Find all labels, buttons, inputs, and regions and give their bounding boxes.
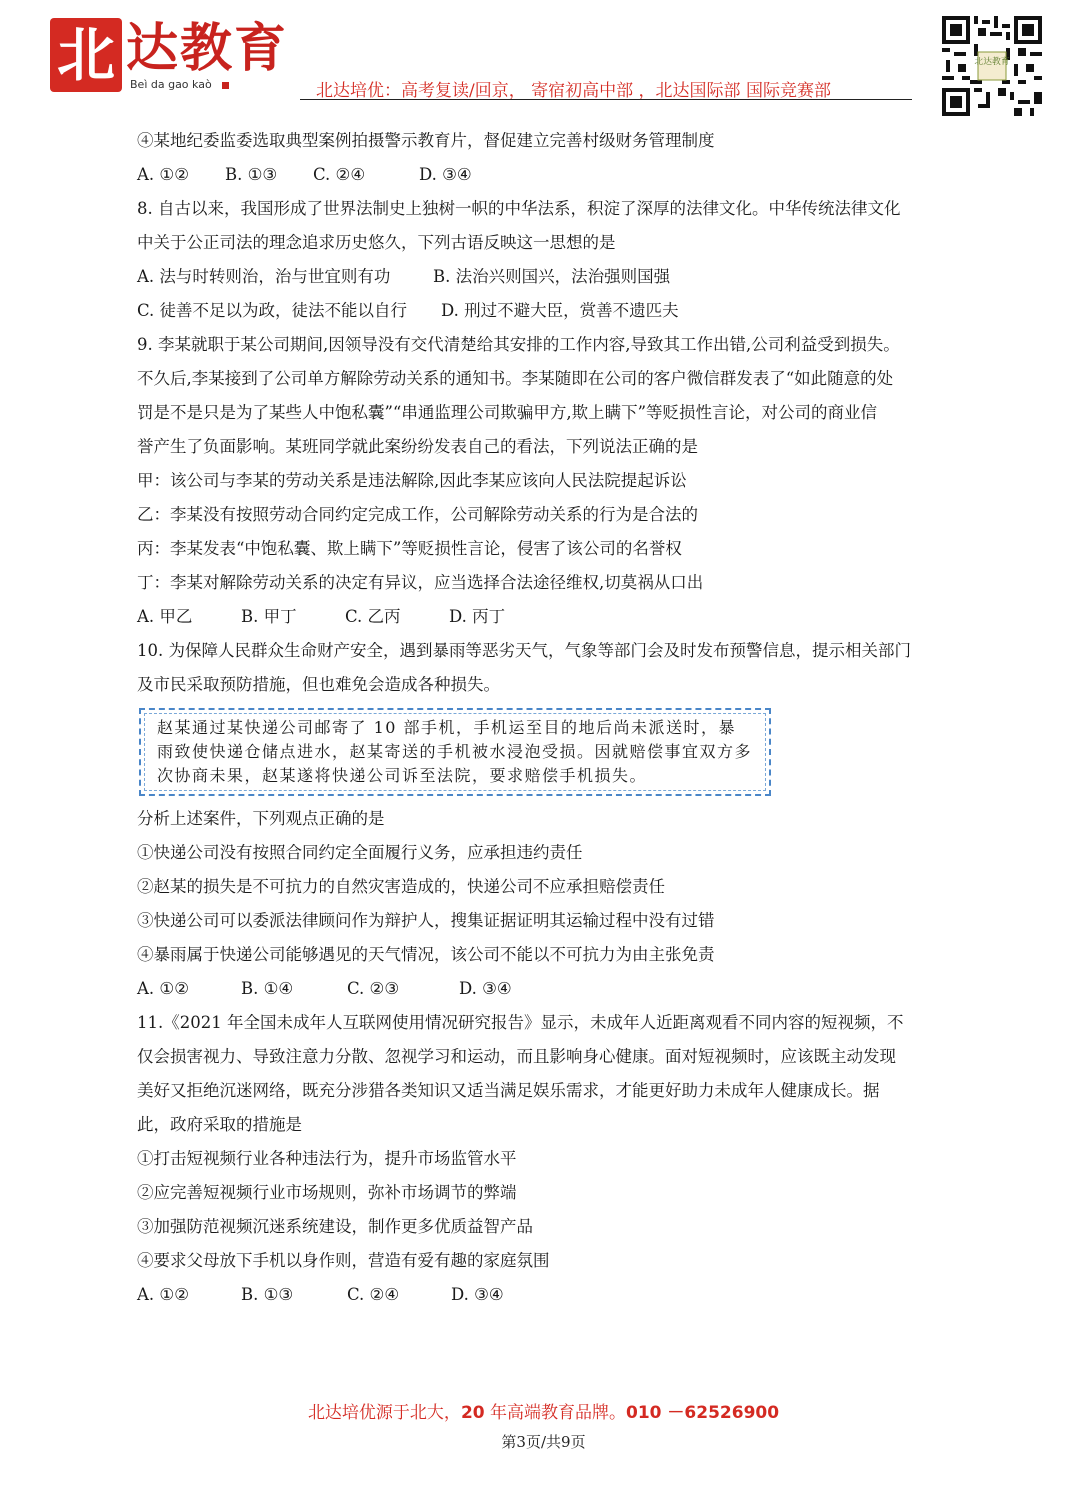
q11-statement-1: ①打击短视频行业各种违法行为，提升市场监管水平 [137, 1149, 517, 1168]
q7-statement-4: ④某地纪委监委选取典型案例拍摄警示教育片，督促建立完善村级财务管理制度 [137, 131, 715, 150]
q9-stem-line-1: 9. 李某就职于某公司期间,因领导没有交代清楚给其安排的工作内容,导致其工作出错,公司利益受到损失。 [137, 335, 900, 354]
option-d: D. ③④ [459, 979, 512, 998]
q11-stem-line-3: 美好又拒绝沉迷网络，既充分涉猎各类知识又适当满足娱乐需求，才能更好助力未成年人健康成长。据 [137, 1081, 880, 1100]
footer-slogan-part-1: 北达培优源于北大， [307, 1403, 461, 1423]
header-divider [300, 99, 912, 100]
q11-statement-2: ②应完善短视频行业市场规则，弥补市场调节的弊端 [137, 1183, 517, 1202]
logo-wordmark: 达教育 [126, 18, 289, 79]
logo-mark: 北 [50, 18, 122, 92]
q8-stem-line-2: 中关于公正司法的理念追求历史悠久，下列古语反映这一思想的是 [137, 233, 616, 252]
footer-phone: 010 －62526900 [626, 1403, 780, 1423]
footer-slogan-years: 20 [460, 1403, 485, 1423]
option-b: B. 甲丁 [241, 607, 297, 626]
option-d: D. ③④ [451, 1285, 504, 1304]
option-a: A. ①② [137, 979, 189, 998]
logo-pinyin: Beì da gao kaò [130, 78, 212, 91]
q11-options [137, 1278, 952, 1312]
option-a: A. ①② [137, 165, 189, 184]
option-d: D. 丙丁 [449, 607, 506, 626]
q9-stem-line-3: 罚是不是只是为了某些人中饱私囊”“串通监理公司欺骗甲方,欺上瞒下”等贬损性言论，对公司的商业信 [137, 403, 878, 422]
q9-stem-line-2: 不久后,李某接到了公司单方解除劳动关系的通知书。李某随即在公司的客户微信群发表了“如此随意的处 [137, 369, 894, 388]
option-a: A. 甲乙 [137, 607, 193, 626]
option-c: C. 乙丙 [345, 607, 401, 626]
option-c: C. ②④ [347, 1285, 400, 1304]
option-b: B. ①③ [225, 165, 278, 184]
footer-slogan [0, 1398, 1087, 1423]
q10-stem-line-1: 10. 为保障人民群众生命财产安全，遇到暴雨等恶劣天气，气象等部门会及时发布预警信息，提示相关部门 [137, 641, 911, 660]
q9-statement-yi: 乙：李某没有按照劳动合同约定完成工作，公司解除劳动关系的行为是合法的 [137, 505, 698, 524]
qr-center-label: 北达教育 [974, 57, 1010, 67]
q10-stem-line-2: 及市民采取预防措施，但也难免会造成各种损失。 [137, 675, 500, 694]
q9-stem-line-4: 誉产生了负面影响。某班同学就此案纷纷发表自己的看法，下列说法正确的是 [137, 437, 698, 456]
option-c: C. ②③ [347, 979, 400, 998]
qr-code-icon [942, 16, 1042, 116]
q11-stem-line-2: 仅会损害视力、导致注意力分散、忽视学习和运动，而且影响身心健康。面对短视频时，应该既主动发现 [137, 1047, 896, 1066]
q10-options [137, 972, 952, 1006]
q8-stem-line-1: 8. 自古以来，我国形成了世界法制史上独树一帜的中华法系，积淀了深厚的法律文化。中华传统法律文化 [137, 199, 901, 218]
q9-statement-bing: 丙：李某发表“中饱私囊、欺上瞒下”等贬损性言论，侵害了该公司的名誉权 [137, 539, 682, 558]
page-number: 第3页/共9页 [501, 1433, 586, 1451]
q11-stem-line-4: 此，政府采取的措施是 [137, 1115, 302, 1134]
q10-statement-3: ③快递公司可以委派法律顾问作为辩护人，搜集证据证明其运输过程中没有过错 [137, 911, 715, 930]
q11-statement-3: ③加强防范视频沉迷系统建设，制作更多优质益智产品 [137, 1217, 533, 1236]
option-b: B. ①③ [241, 1285, 294, 1304]
option-d: D. 刑过不避大臣，赏善不遗匹夫 [441, 301, 679, 320]
q10-statement-2: ②赵某的损失是不可抗力的自然灾害造成的，快递公司不应承担赔偿责任 [137, 877, 665, 896]
q8-options-row-1 [137, 260, 952, 294]
logo-dot [222, 82, 229, 89]
header-slogan: 北达培优：高考复读/回京， 寄宿初高中部 ，北达国际部 国际竞赛部 [316, 81, 831, 101]
document-body [137, 124, 952, 1312]
q7-options [137, 158, 952, 192]
option-b: B. 法治兴则国兴，法治强则国强 [433, 267, 671, 286]
option-b: B. ①④ [241, 979, 294, 998]
footer-slogan-part-2: 年高端教育品牌。 [484, 1403, 627, 1423]
q11-stem-line-1: 11.《2021 年全国未成年人互联网使用情况研究报告》显示，未成年人近距离观看不同内容的短视频，不 [137, 1013, 904, 1032]
option-a: A. 法与时转则治，治与世宜则有功 [137, 267, 391, 286]
option-c: C. ②④ [313, 165, 366, 184]
q9-statement-jia: 甲：该公司与李某的劳动关系是违法解除,因此李某应该向人民法院提起诉讼 [137, 471, 687, 490]
option-c: C. 徒善不足以为政，徒法不能以自行 [137, 301, 408, 320]
q10-prompt: 分析上述案件，下列观点正确的是 [137, 809, 385, 828]
q10-statement-4: ④暴雨属于快递公司能够遇见的天气情况，该公司不能以不可抗力为由主张免责 [137, 945, 715, 964]
q9-statement-ding: 丁：李某对解除劳动关系的决定有异议，应当选择合法途径维权,切莫祸从口出 [137, 573, 704, 592]
option-d: D. ③④ [419, 165, 472, 184]
q11-statement-4: ④要求父母放下手机以身作则，营造有爱有趣的家庭氛围 [137, 1251, 550, 1270]
q9-options [137, 600, 952, 634]
q8-options-row-2 [137, 294, 952, 328]
option-a: A. ①② [137, 1285, 189, 1304]
case-material-box: 赵某通过某快递公司邮寄了 10 部手机，手机运至目的地后尚未派送时，暴雨致使快递仓储点进水，赵某寄送的手机被水浸泡受损。因就赔偿事宜双方多次协商未果，赵某遂将快递公司诉至法院，要求赔偿手机损失。 [139, 708, 771, 796]
q10-statement-1: ①快递公司没有按照合同约定全面履行义务，应承担违约责任 [137, 843, 583, 862]
